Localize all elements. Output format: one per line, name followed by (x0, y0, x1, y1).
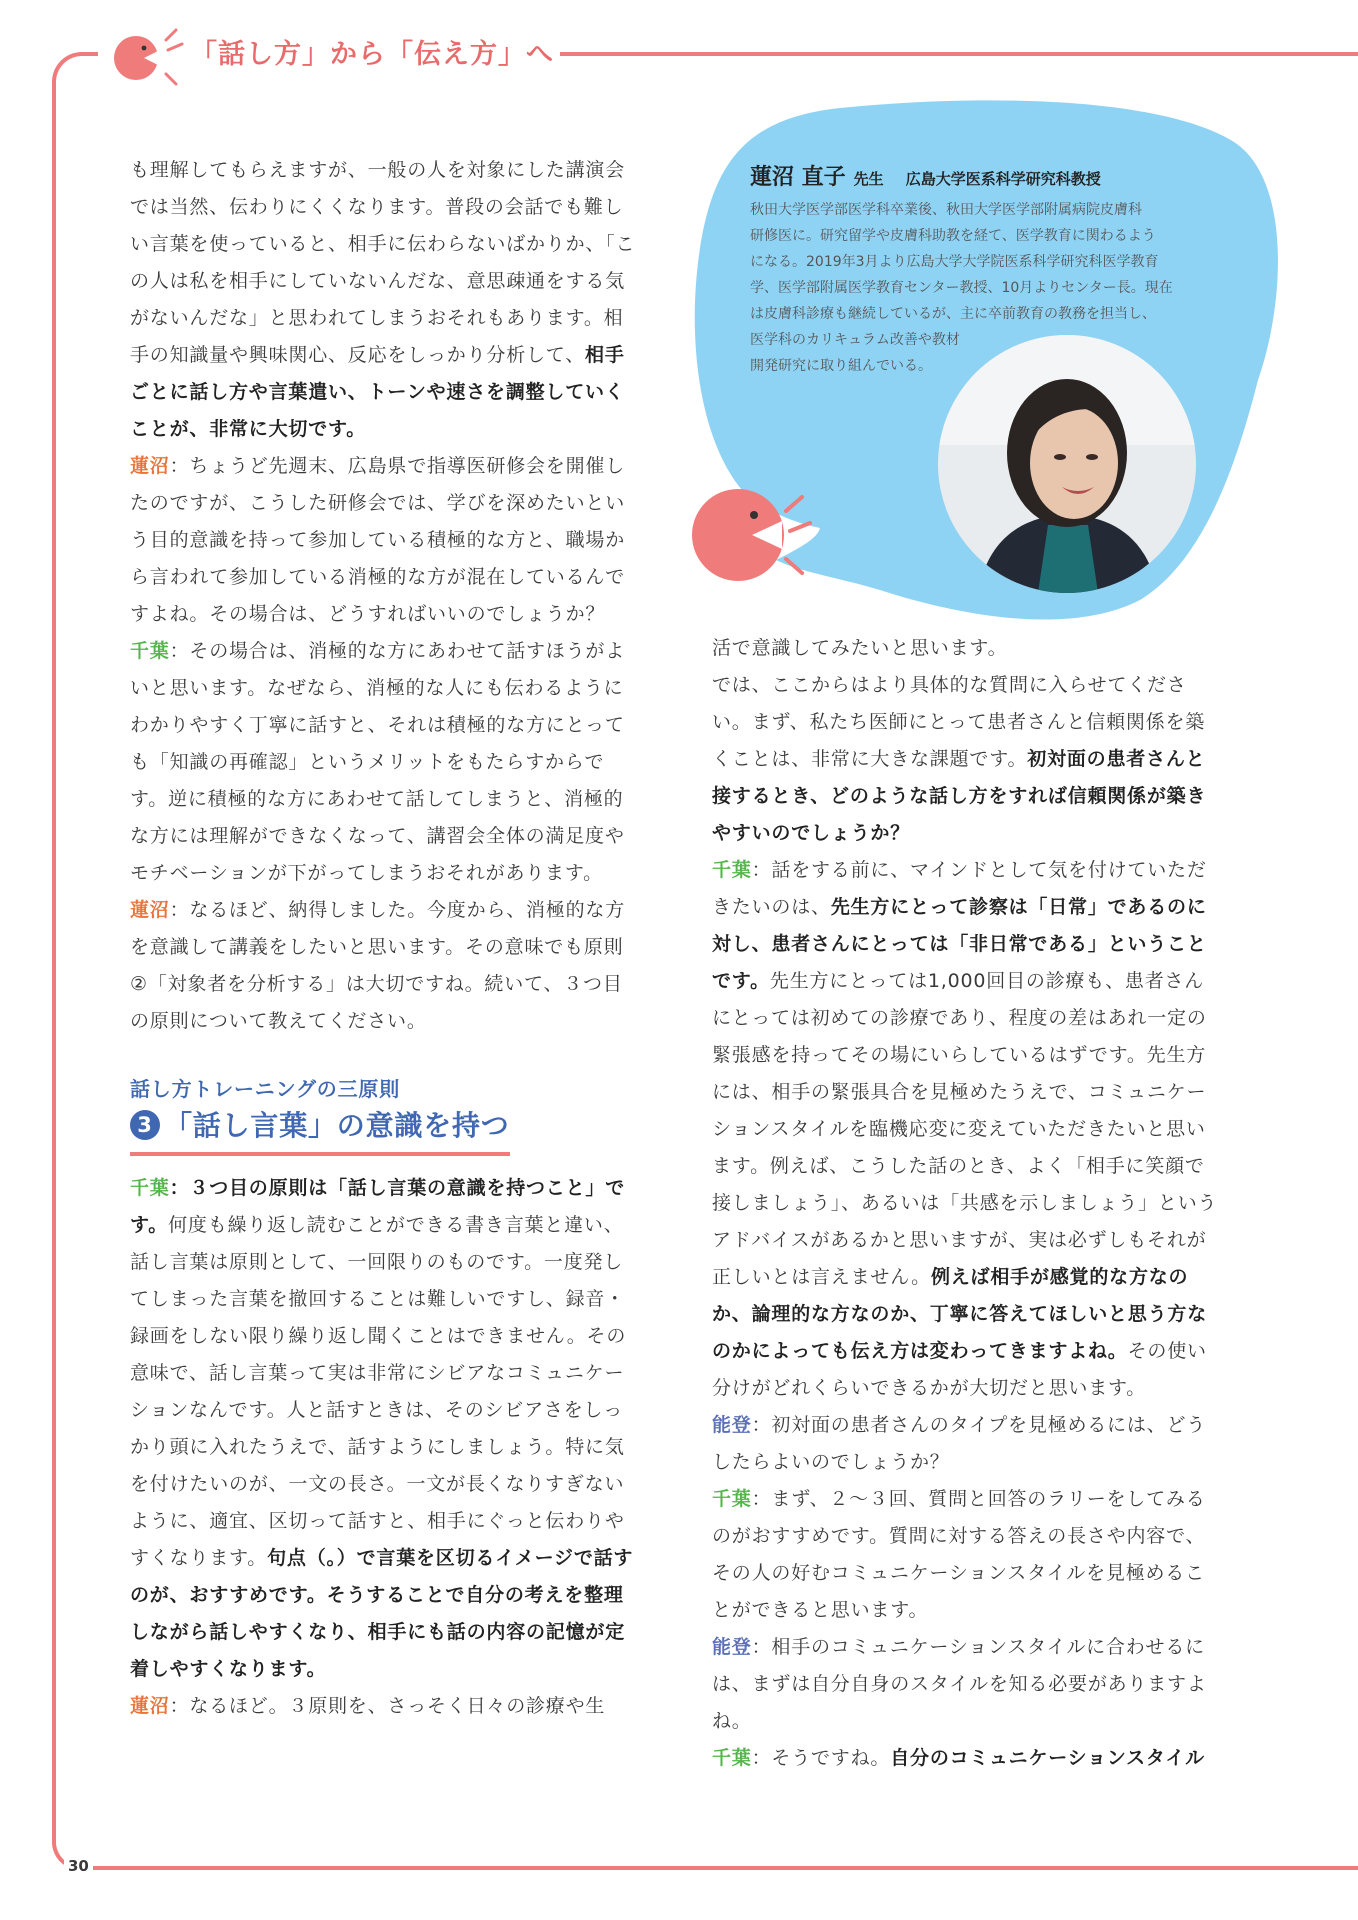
portrait-photo (938, 335, 1196, 593)
body-text: 先生方にとっては1,000回目の診療も、患者さんにとっては初めての診療であり、程度の差はあれ一定の緊張感を持ってその場にいらしているはずです。先生方には、相手の緊張具合を見極めたうえで、コミュニケーションスタイルを臨機応変に変えていただきたいと思います。例えば、こうした話のとき、よく「相手に笑顔で接しましょう」、あるいは「共感を示しましょう」というアドバイスがあるかと思いますが、実は必ずしもそれが正しいとは言えません。 (712, 970, 1218, 1288)
body-text: ：相手のコミュニケーションスタイルに合わせるには、まずは自分自身のスタイルを知る必要がありますよね。 (712, 1636, 1207, 1732)
profile-affiliation: 広島大学医系科学研究科教授 (905, 170, 1101, 188)
profile-name-line (750, 160, 1200, 191)
speaker-chiba: 千葉 (130, 640, 170, 662)
emphasis-text: 自分のコミュニケーションスタイル (890, 1747, 1205, 1769)
paragraph (130, 633, 638, 892)
speaker-hasunuma: 蓮沼 (130, 1695, 170, 1717)
paragraph (130, 1170, 638, 1688)
paragraph (712, 852, 1222, 1407)
emphasis-text: 例えば相手が感覚的な方なのか、論理的な方なのか、丁寧に答えてほしいと思う方なのかによっても伝え方は変わってきますよね。 (712, 1266, 1208, 1362)
profile-name: 蓮沼 直子 (750, 165, 846, 190)
bio-line: 研修医に。研究留学や皮膚科助教を経て、医学教育に関わるよう (750, 228, 1156, 244)
emphasis-text: ：３つ目の原則は「話し言葉の意識を持つこと」です。 (130, 1177, 626, 1236)
bio-line: 学、医学部附属医学教育センター教授、10月よりセンター長。現在 (750, 280, 1173, 296)
paragraph (712, 1481, 1222, 1629)
speaker-noto: 能登 (712, 1636, 752, 1658)
profile-honorific: 先生 (853, 170, 884, 188)
emphasis-text: 句点（。）で言葉を区切るイメージで話すのが、おすすめです。そうすることで自分の考えを整理しながら話しやすくなり、相手にも話の内容の記憶が定着しやすくなります。 (130, 1547, 634, 1680)
speaker-chiba: 千葉 (130, 1177, 170, 1199)
emphasis-text: 初対面の患者さんと接するとき、どのような話し方をすれば信頼関係が築きやすいのでしょうか？ (712, 748, 1207, 844)
body-text: ：なるほど。３原則を、さっそく日々の診療や生 (169, 1695, 606, 1717)
body-text: では、ここからはより具体的な質問に入らせてください。まず、私たち医師にとって患者さんと信頼関係を築くことは、非常に大きな課題です。 (712, 674, 1206, 770)
paragraph (712, 667, 1222, 852)
body-text: ：ちょうど先週末、広島県で指導医研修会を開催したのですが、こうした研修会では、学びを深めたいという目的意識を持って参加している積極的な方と、職場から言われて参加している消極的な方が混在しているんですよね。その場合は、どうすればいいのでしょうか？ (130, 455, 626, 625)
bio-line: は皮膚科診療も継続しているが、主に卒前教育の教務を担当し、 (750, 306, 1156, 322)
speaker-hasunuma: 蓮沼 (130, 455, 170, 477)
speaking-face-icon (690, 485, 820, 585)
bio-line: 秋田大学医学部医学科卒業後、秋田大学医学部附属病院皮膚科 (750, 202, 1142, 218)
section-title (130, 1104, 510, 1156)
body-text: ：初対面の患者さんのタイプを見極めるには、どうしたらよいのでしょうか？ (712, 1414, 1207, 1473)
speaker-noto: 能登 (712, 1414, 752, 1436)
body-text: も理解してもらえますが、一般の人を対象にした講演会では当然、伝わりにくくなります。普段の会話でも難しい言葉を使っていると、相手に伝わらないばかりか、「この人は私を相手にしていないんだな、意思疎通をする気がないんだな」と思われてしまうおそれもあります。相手の知識量や興味関心、反応をしっかり分析して、 (130, 159, 636, 366)
speaker-chiba: 千葉 (712, 859, 752, 881)
profile (750, 160, 1200, 379)
body-text: ：なるほど、納得しました。今度から、消極的な方を意識して講義をしたいと思います。その意味でも原則②「対象者を分析する」は大切ですね。続いて、３つ目の原則について教えてください。 (130, 899, 626, 1032)
paragraph (712, 1629, 1222, 1740)
bio-line: になる。2019年3月より広島大学大学院医系科学研究科医学教育 (750, 254, 1159, 270)
page-title: 「話し方」から「伝え方」へ (190, 39, 554, 70)
right-column (712, 630, 1222, 1777)
paragraph (712, 630, 1222, 667)
paragraph (130, 892, 638, 1040)
footer-rule (96, 1866, 1358, 1870)
body-text: ：話をする前に、マインドとして気を付けていただきたいのは、 (712, 859, 1207, 918)
speaker-chiba: 千葉 (712, 1747, 752, 1769)
section-subtitle: 話し方トレーニングの三原則 (130, 1077, 400, 1101)
speaker-hasunuma: 蓮沼 (130, 899, 170, 921)
body-text: ：まず、２～３回、質問と回答のラリーをしてみるのがおすすめです。質問に対する答えの長さや内容で、その人の好むコミュニケーションスタイルを見極めることができると思います。 (712, 1488, 1206, 1621)
paragraph (130, 1688, 638, 1725)
emphasis-text: 相手ごとに話し方や言葉遣い、トーンや速さを調整していくことが、非常に大切です。 (130, 344, 625, 440)
paragraph (712, 1740, 1222, 1777)
body-text: その使い分けがどれくらいできるかが大切だと思います。 (712, 1340, 1207, 1399)
body-text: 活で意識してみたいと思います。 (712, 637, 1008, 659)
section-title-text: 「話し言葉」の意識を持つ (164, 1109, 510, 1142)
page-number: 30 (64, 1857, 93, 1875)
profile-bio (750, 197, 1200, 379)
paragraph (712, 1407, 1222, 1481)
body-text: ：そうですね。 (751, 1747, 891, 1769)
speaker-chiba: 千葉 (712, 1488, 752, 1510)
section-number-badge: 3 (130, 1110, 160, 1140)
bio-line: 医学科のカリキュラム改善や教材 (750, 332, 960, 348)
body-text: 何度も繰り返し読むことができる書き言葉と違い、話し言葉は原則として、一回限りのものです。一度発してしまった言葉を撤回することは難しいですし、録音・録画をしない限り繰り返し聞くことはできません。その意味で、話し言葉って実は非常にシビアなコミュニケーションなんです。人と話すときは、そのシビアさをしっかり頭に入れたうえで、話すようにしましょう。特に気を付けたいのが、一文の長さ。一文が長くなりすぎないように、適宜、区切って話すと、相手にぐっと伝わりやすくなります。 (130, 1214, 627, 1569)
emphasis-text: 先生方にとって診察は「日常」であるのに対し、患者さんにとっては「非日常である」ということです。 (712, 896, 1207, 992)
bio-line: 開発研究に取り組んでいる。 (750, 358, 932, 374)
body-text: ：その場合は、消極的な方にあわせて話すほうがよいと思います。なぜなら、消極的な人にも伝わるようにわかりやすく丁寧に話すと、それは積極的な方にとっても「知識の再確認」というメリットをもたらすからです。逆に積極的な方にあわせて話してしまうと、消極的な方には理解ができなくなって、講習会全体の満足度やモチベーションが下がってしまうおそれがあります。 (130, 640, 626, 884)
